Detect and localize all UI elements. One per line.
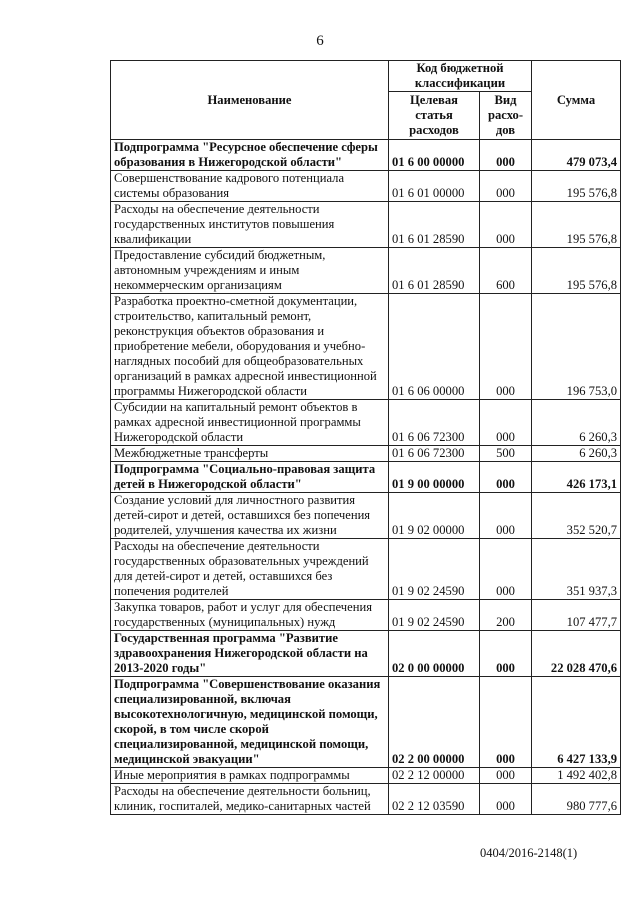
table-row [111,677,621,768]
row-sum: 479 073,4 [532,140,621,171]
row-sum: 196 753,0 [532,294,621,400]
table-row [111,600,621,631]
row-name: Расходы на обеспечение деятельности государственных образовательных учреждений для детей-сирот и детей, оставшихся без попечения родителей [111,539,389,600]
row-expense-type: 000 [480,294,532,400]
row-sum: 195 576,8 [532,202,621,248]
table-body [111,140,621,815]
table-row [111,400,621,446]
row-target-article: 02 0 00 00000 [389,631,480,677]
row-name: Разработка проектно-сметной документации, строительство, капитальный ремонт, реконструкция объектов образования и приобретение мебели, оборудования и учебно-наглядных пособий для общеобразовательных организаций в рамках адресной инвестиционной программы Нижегородской области [111,294,389,400]
row-name: Расходы на обеспечение деятельности государственных институтов повышения квалификации [111,202,389,248]
row-target-article: 02 2 12 00000 [389,768,480,784]
row-name: Субсидии на капитальный ремонт объектов в рамках адресной инвестиционной программы Нижегородской области [111,400,389,446]
table-header [111,61,621,140]
table-row [111,462,621,493]
row-expense-type: 000 [480,462,532,493]
row-expense-type: 500 [480,446,532,462]
row-target-article: 01 9 02 00000 [389,493,480,539]
row-sum: 980 777,6 [532,784,621,815]
row-target-article: 01 6 06 72300 [389,446,480,462]
table-row [111,768,621,784]
row-target-article: 01 9 00 00000 [389,462,480,493]
row-sum: 107 477,7 [532,600,621,631]
row-target-article: 01 6 06 72300 [389,400,480,446]
row-expense-type: 000 [480,400,532,446]
row-name: Иные мероприятия в рамках подпрограммы [111,768,389,784]
table-row [111,248,621,294]
table-row [111,784,621,815]
row-expense-type: 000 [480,631,532,677]
table-row [111,539,621,600]
header-name: Наименование [111,61,389,140]
row-name: Подпрограмма "Ресурсное обеспечение сферы образования в Нижегородской области" [111,140,389,171]
table-row [111,493,621,539]
row-target-article: 01 6 01 28590 [389,202,480,248]
row-target-article: 01 9 02 24590 [389,539,480,600]
row-name: Расходы на обеспечение деятельности больниц, клиник, госпиталей, медико-санитарных частей [111,784,389,815]
row-name: Закупка товаров, работ и услуг для обеспечения государственных (муниципальных) нужд [111,600,389,631]
row-sum: 6 260,3 [532,446,621,462]
row-target-article: 02 2 12 03590 [389,784,480,815]
header-target-article: Целевая статья расходов [389,92,480,140]
row-name: Предоставление субсидий бюджетным, автономным учреждениям и иным некоммерческим организациям [111,248,389,294]
row-sum: 426 173,1 [532,462,621,493]
row-expense-type: 600 [480,248,532,294]
table-row [111,202,621,248]
table-row [111,631,621,677]
row-expense-type: 000 [480,768,532,784]
row-target-article: 01 6 01 28590 [389,248,480,294]
row-sum: 195 576,8 [532,248,621,294]
row-target-article: 01 6 01 00000 [389,171,480,202]
row-expense-type: 000 [480,677,532,768]
row-sum: 195 576,8 [532,171,621,202]
header-budget-code: Код бюджетной классификации [389,61,532,92]
row-expense-type: 000 [480,171,532,202]
row-sum: 351 937,3 [532,539,621,600]
row-name: Подпрограмма "Совершенствование оказания специализированной, включая высокотехнологичную, медицинской помощи, скорой, в том числе скорой специализированной, медицинской помощи, медицинской эвакуации" [111,677,389,768]
page-number: 6 [316,33,324,49]
row-name: Создание условий для личностного развития детей-сирот и детей, оставшихся без попечения родителей, улучшения качества их жизни [111,493,389,539]
budget-table [110,60,621,815]
table-row [111,140,621,171]
row-name: Подпрограмма "Социально-правовая защита детей в Нижегородской области" [111,462,389,493]
row-expense-type: 000 [480,539,532,600]
row-expense-type: 000 [480,202,532,248]
table-row [111,446,621,462]
row-name: Государственная программа "Развитие здравоохранения Нижегородской области на 2013-2020 годы" [111,631,389,677]
row-sum: 1 492 402,8 [532,768,621,784]
row-expense-type: 000 [480,140,532,171]
row-expense-type: 000 [480,784,532,815]
row-sum: 22 028 470,6 [532,631,621,677]
row-target-article: 01 6 00 00000 [389,140,480,171]
row-sum: 352 520,7 [532,493,621,539]
row-sum: 6 427 133,9 [532,677,621,768]
table-row [111,294,621,400]
row-name: Межбюджетные трансферты [111,446,389,462]
row-expense-type: 000 [480,493,532,539]
table-row [111,171,621,202]
row-target-article: 01 9 02 24590 [389,600,480,631]
header-expense-type: Вид расхо-дов [480,92,532,140]
document-id: 0404/2016-2148(1) [480,846,578,860]
row-expense-type: 200 [480,600,532,631]
header-sum: Сумма [532,61,621,140]
row-target-article: 02 2 00 00000 [389,677,480,768]
row-target-article: 01 6 06 00000 [389,294,480,400]
row-name: Совершенствование кадрового потенциала системы образования [111,171,389,202]
row-sum: 6 260,3 [532,400,621,446]
